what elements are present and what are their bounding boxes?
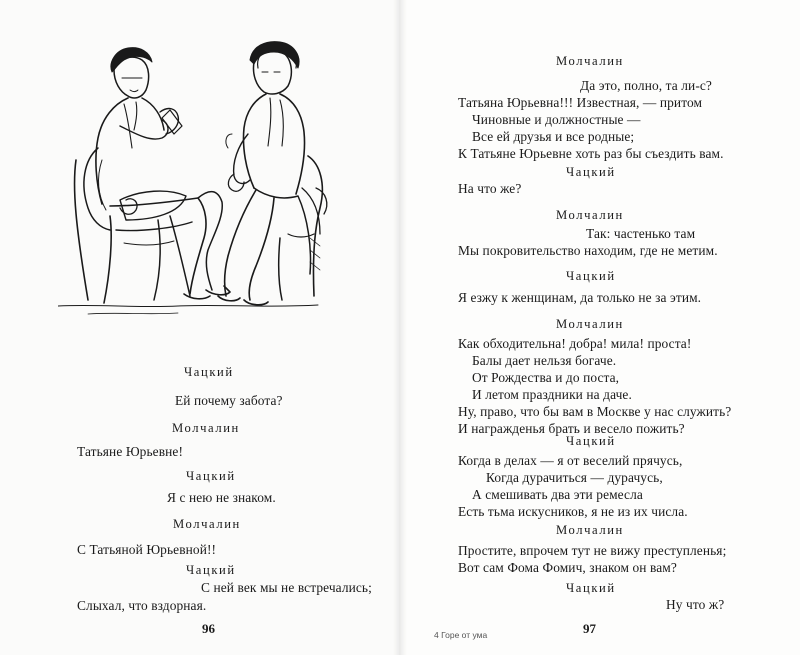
verse-line: И летом праздники на даче.	[472, 387, 632, 402]
right-page	[400, 0, 800, 655]
speaker-name: Чацкий	[566, 581, 616, 595]
speaker-name: Чацкий	[186, 563, 236, 577]
verse-line: Мы покровительство находим, где не метим.	[458, 243, 718, 258]
page-number: 97	[583, 621, 596, 636]
speaker-name: Молчалин	[556, 54, 624, 68]
speaker-name: Чацкий	[566, 165, 616, 179]
verse-line: Когда в делах — я от веселий прячусь,	[458, 453, 683, 468]
verse-line: С Татьяной Юрьевной!!	[77, 542, 217, 557]
speaker-name: Молчалин	[173, 517, 241, 531]
verse-line: Я езжу к женщинам, да только не за этим.	[458, 290, 702, 305]
verse-line: Слыхал, что вздорная.	[77, 598, 207, 613]
verse-line: Да это, полно, та ли-с?	[580, 78, 712, 93]
verse-line: Я с нею не знаком.	[167, 490, 276, 505]
verse-line: А смешивать два эти ремесла	[472, 487, 643, 502]
verse-line: Есть тьма искусников, я не из их числа.	[458, 504, 688, 519]
printer-signature-mark: 4 Горе от ума	[434, 630, 488, 640]
book-gutter-shadow	[393, 0, 407, 655]
verse-line: И награжденья брать и весело пожить?	[458, 421, 685, 436]
speaker-name: Чацкий	[566, 269, 616, 283]
verse-line: Все ей друзья и все родные;	[472, 129, 635, 144]
verse-line: Татьяна Юрьевна!!! Известная, — притом	[458, 95, 703, 110]
speaker-name: Чацкий	[566, 434, 616, 448]
illustration-two-men-seated	[58, 38, 338, 338]
verse-line: Так: частенько там	[586, 226, 696, 241]
verse-line: К Татьяне Юрьевне хоть раз бы съездить вам.	[458, 146, 724, 161]
verse-line: Простите, впрочем тут не вижу преступленья;	[458, 543, 727, 558]
speaker-name: Молчалин	[172, 421, 240, 435]
verse-line: Ну что ж?	[666, 597, 725, 612]
verse-line: Чиновные и должностные —	[472, 112, 641, 127]
speaker-name: Чацкий	[184, 365, 234, 379]
speaker-name: Молчалин	[556, 523, 624, 537]
verse-line: Ну, право, что бы вам в Москве у нас служить?	[458, 404, 732, 419]
verse-line: На что же?	[458, 181, 522, 196]
page-number: 96	[202, 621, 215, 636]
speaker-name: Молчалин	[556, 317, 624, 331]
verse-line: Как обходительна! добра! мила! проста!	[458, 336, 692, 351]
verse-line: Татьяне Юрьевне!	[77, 444, 184, 459]
verse-line: С ней век мы не встречались;	[201, 580, 372, 595]
speaker-name: Молчалин	[556, 208, 624, 222]
speaker-name: Чацкий	[186, 469, 236, 483]
verse-line: Вот сам Фома Фомич, знаком он вам?	[458, 560, 677, 575]
verse-line: От Рождества и до поста,	[472, 370, 620, 385]
verse-line: Балы дает нельзя богаче.	[472, 353, 617, 368]
verse-line: Ей почему забота?	[175, 393, 283, 408]
verse-line: Когда дурачиться — дурачусь,	[486, 470, 663, 485]
